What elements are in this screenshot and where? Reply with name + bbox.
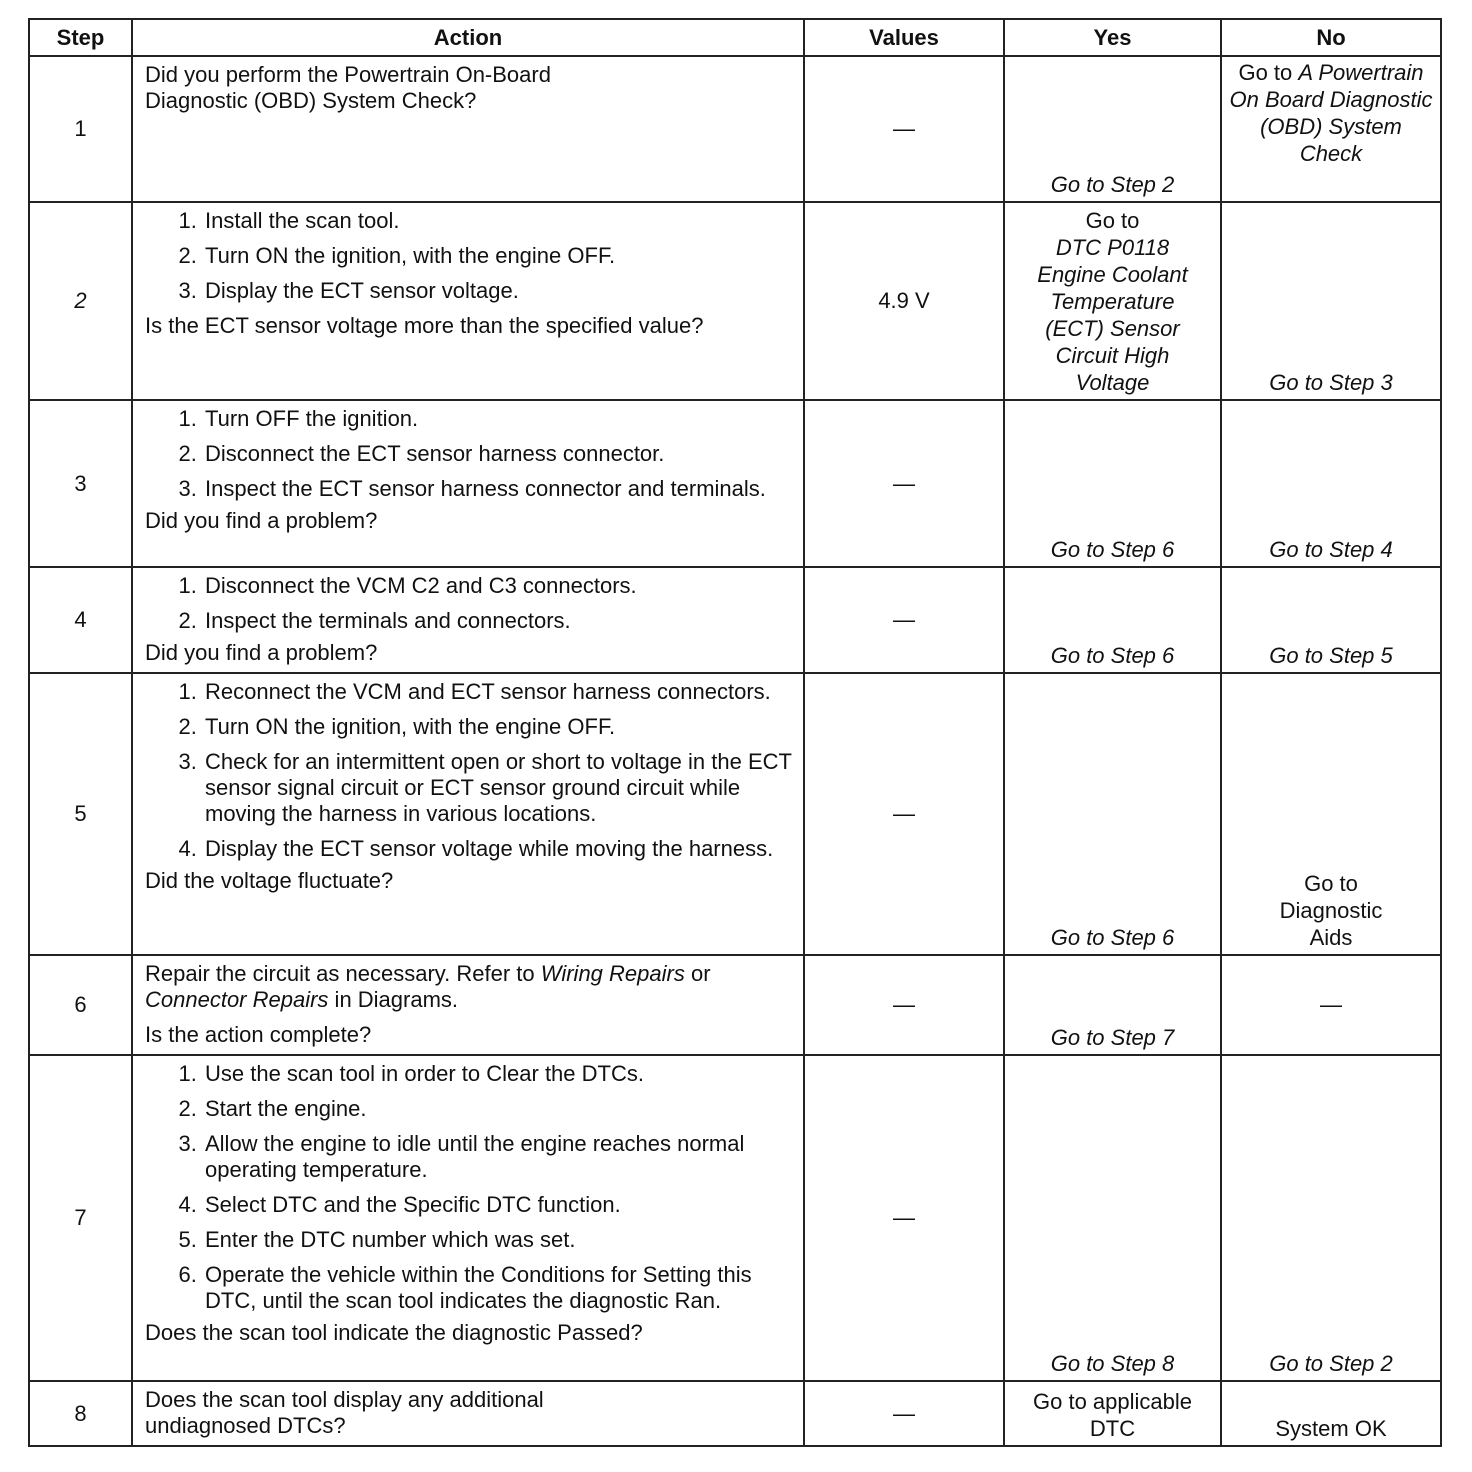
yes-link[interactable]: DTC P0118 Engine Coolant Temperature (ECT) Sensor Circuit High Voltage bbox=[1037, 235, 1188, 395]
action-cell bbox=[132, 955, 804, 1055]
header-values: Values bbox=[804, 19, 1004, 56]
step-number: 4 bbox=[29, 567, 132, 673]
table-row bbox=[29, 1055, 1441, 1381]
yes-link[interactable]: Go to Step 6 bbox=[1050, 643, 1175, 668]
no-cell[interactable] bbox=[1221, 56, 1441, 202]
action-cell bbox=[132, 1381, 804, 1446]
action-question: Did you perform the Powertrain On-Board Diagnostic (OBD) System Check? bbox=[145, 62, 551, 113]
action-item: 2. Inspect the terminals and connectors. bbox=[203, 608, 793, 634]
yes-cell[interactable] bbox=[1004, 56, 1221, 202]
action-item: 4. Display the ECT sensor voltage while moving the harness. bbox=[203, 836, 793, 862]
table-row bbox=[29, 955, 1441, 1055]
action-item: 6. Operate the vehicle within the Conditions for Setting this DTC, until the scan tool indicates the diagnostic Ran. bbox=[203, 1262, 793, 1314]
value-cell: 4.9 V bbox=[804, 202, 1004, 400]
action-item: 2. Start the engine. bbox=[203, 1096, 793, 1122]
action-item: 4. Select DTC and the Specific DTC function. bbox=[203, 1192, 793, 1218]
yes-link[interactable]: Go to Step 2 bbox=[1050, 172, 1175, 197]
no-link[interactable]: Go to Step 2 bbox=[1269, 1351, 1393, 1376]
step-number: 3 bbox=[29, 400, 132, 567]
intro-text: in Diagrams. bbox=[328, 987, 459, 1012]
action-question: Did the voltage fluctuate? bbox=[145, 868, 394, 893]
action-list bbox=[145, 208, 793, 304]
no-link[interactable]: Go to Step 4 bbox=[1269, 537, 1393, 562]
action-list bbox=[145, 406, 793, 502]
header-yes: Yes bbox=[1004, 19, 1221, 56]
action-item: 3. Allow the engine to idle until the engine reaches normal operating temperature. bbox=[203, 1131, 793, 1183]
wiring-repairs-link[interactable]: Wiring Repairs bbox=[540, 961, 685, 986]
table-row bbox=[29, 56, 1441, 202]
yes-cell[interactable] bbox=[1004, 1055, 1221, 1381]
header-step: Step bbox=[29, 19, 132, 56]
no-link[interactable]: Go to Diagnostic Aids bbox=[1279, 871, 1383, 950]
no-cell[interactable] bbox=[1221, 1055, 1441, 1381]
table-row bbox=[29, 202, 1441, 400]
yes-link[interactable]: Go to Step 6 bbox=[1050, 537, 1175, 562]
intro-text: or bbox=[684, 961, 711, 986]
action-cell bbox=[132, 202, 804, 400]
yes-cell[interactable] bbox=[1004, 202, 1221, 400]
action-item: 3. Display the ECT sensor voltage. bbox=[203, 278, 793, 304]
no-link[interactable]: Go to Step 3 bbox=[1269, 370, 1393, 395]
yes-link[interactable]: Go to Step 6 bbox=[1050, 925, 1175, 950]
value-cell: — bbox=[804, 567, 1004, 673]
yes-cell[interactable] bbox=[1004, 955, 1221, 1055]
action-item: 5. Enter the DTC number which was set. bbox=[203, 1227, 793, 1253]
action-item: 1. Use the scan tool in order to Clear the DTCs. bbox=[203, 1061, 793, 1087]
no-cell[interactable] bbox=[1221, 567, 1441, 673]
connector-repairs-link[interactable]: Connector Repairs bbox=[145, 987, 329, 1012]
no-cell[interactable] bbox=[1221, 673, 1441, 955]
yes-prefix: Go to bbox=[1085, 208, 1140, 233]
action-cell bbox=[132, 567, 804, 673]
action-list bbox=[145, 1061, 793, 1314]
yes-link[interactable]: Go to Step 8 bbox=[1050, 1351, 1175, 1376]
yes-cell[interactable] bbox=[1004, 673, 1221, 955]
action-list bbox=[145, 573, 793, 634]
no-prefix: Go to bbox=[1238, 60, 1293, 85]
action-item: 1. Disconnect the VCM C2 and C3 connectors. bbox=[203, 573, 793, 599]
no-link[interactable]: A Powertrain On Board Diagnostic (OBD) System Check bbox=[1229, 60, 1433, 166]
header-action: Action bbox=[132, 19, 804, 56]
action-cell bbox=[132, 673, 804, 955]
action-question: Does the scan tool display any additional undiagnosed DTCs? bbox=[145, 1387, 544, 1438]
value-cell: — bbox=[804, 955, 1004, 1055]
yes-cell[interactable] bbox=[1004, 400, 1221, 567]
step-number: 2 bbox=[29, 202, 132, 400]
diagnostic-table bbox=[28, 18, 1442, 1447]
action-cell bbox=[132, 1055, 804, 1381]
yes-link[interactable]: Go to applicable DTC bbox=[1033, 1389, 1192, 1441]
action-item: 2. Turn ON the ignition, with the engine OFF. bbox=[203, 243, 793, 269]
no-link[interactable]: Go to Step 5 bbox=[1269, 643, 1393, 668]
action-item: 2. Turn ON the ignition, with the engine OFF. bbox=[203, 714, 793, 740]
value-cell: — bbox=[804, 400, 1004, 567]
step-number: 7 bbox=[29, 1055, 132, 1381]
action-item: 3. Inspect the ECT sensor harness connector and terminals. bbox=[203, 476, 793, 502]
header-row bbox=[29, 19, 1441, 56]
action-cell bbox=[132, 56, 804, 202]
value-cell: — bbox=[804, 1055, 1004, 1381]
step-number: 1 bbox=[29, 56, 132, 202]
action-question: Did you find a problem? bbox=[145, 508, 378, 533]
table-row bbox=[29, 673, 1441, 955]
action-intro bbox=[145, 961, 793, 1013]
action-item: 2. Disconnect the ECT sensor harness connector. bbox=[203, 441, 793, 467]
no-cell: — bbox=[1221, 955, 1441, 1055]
action-item: 1. Turn OFF the ignition. bbox=[203, 406, 793, 432]
no-cell bbox=[1221, 1381, 1441, 1446]
yes-cell[interactable] bbox=[1004, 567, 1221, 673]
value-cell: — bbox=[804, 1381, 1004, 1446]
table-row bbox=[29, 567, 1441, 673]
intro-text: Repair the circuit as necessary. Refer to bbox=[145, 961, 541, 986]
no-cell[interactable] bbox=[1221, 202, 1441, 400]
action-list bbox=[145, 679, 793, 862]
action-question: Is the action complete? bbox=[145, 1022, 372, 1047]
no-cell[interactable] bbox=[1221, 400, 1441, 567]
step-number: 6 bbox=[29, 955, 132, 1055]
action-item: 1. Reconnect the VCM and ECT sensor harness connectors. bbox=[203, 679, 793, 705]
value-cell: — bbox=[804, 56, 1004, 202]
table-row bbox=[29, 1381, 1441, 1446]
action-cell bbox=[132, 400, 804, 567]
yes-link[interactable]: Go to Step 7 bbox=[1050, 1025, 1175, 1050]
step-number: 8 bbox=[29, 1381, 132, 1446]
header-no: No bbox=[1221, 19, 1441, 56]
table-row bbox=[29, 400, 1441, 567]
no-result: System OK bbox=[1275, 1416, 1387, 1441]
action-question: Did you find a problem? bbox=[145, 640, 378, 665]
yes-cell[interactable] bbox=[1004, 1381, 1221, 1446]
action-item: 3. Check for an intermittent open or short to voltage in the ECT sensor signal circuit or ECT sensor ground circuit while moving the harness in various locations. bbox=[203, 749, 793, 827]
step-number: 5 bbox=[29, 673, 132, 955]
value-cell: — bbox=[804, 673, 1004, 955]
action-item: 1. Install the scan tool. bbox=[203, 208, 793, 234]
action-question: Does the scan tool indicate the diagnostic Passed? bbox=[145, 1320, 643, 1345]
action-question: Is the ECT sensor voltage more than the specified value? bbox=[145, 313, 704, 338]
